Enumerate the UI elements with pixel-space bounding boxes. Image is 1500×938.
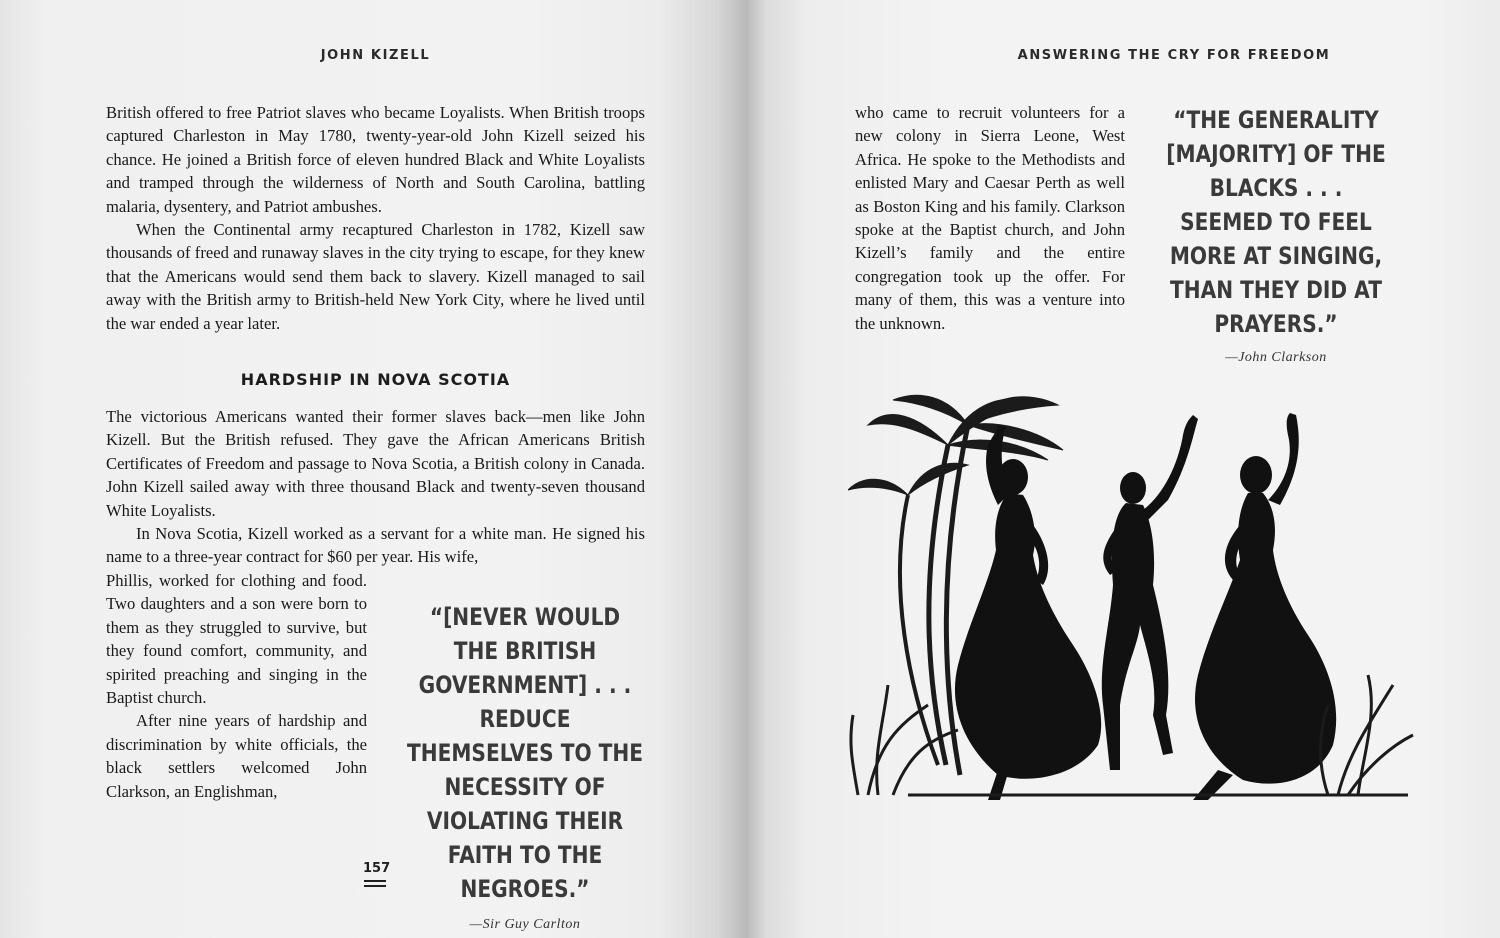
left-page	[0, 0, 748, 938]
paragraph-6: After nine years of hardship and discrimination by white officials, the black settlers welcomed John Clarkson, an Englishman,	[106, 711, 367, 801]
pull-quote-left	[384, 600, 666, 933]
dancer-right	[1193, 413, 1336, 800]
pull-quote-text: “[NEVER WOULD THE BRITISH GOVERNMENT] . . . REDUCE THEMSELVES TO THE NECESSITY OF VIOLATING THEIR FAITH TO THE NEGROES.”	[406, 603, 644, 903]
right-page	[748, 0, 1500, 938]
paragraph-3: The victorious Americans wanted their former slaves back—men like John Kizell. But the British refused. They gave the African Americans British Certificates of Freedom and passage to Nova Scotia, a British colony in Canada. John Kizell sailed away with three thousand Black and twenty-seven thousand White Loyalists.	[106, 407, 645, 520]
pull-quote-text-right: “THE GENERALITY [MAJORITY] OF THE BLACKS . . . SEEMED TO FEEL MORE AT SINGING, THAN THEY DID AT PRAYERS.”	[1166, 106, 1386, 338]
body-text-column	[106, 569, 367, 803]
body-text-right	[855, 101, 1125, 335]
running-head-left: JOHN KIZELL	[320, 48, 431, 63]
running-head-right: ANSWERING THE CRY FOR FREEDOM	[1017, 48, 1331, 63]
paragraph-5: Phillis, worked for clothing and food. Two daughters and a son were born to them as they struggled to survive, but they found comfort, community, and spirited preaching and singing in the Baptist church.	[106, 571, 367, 708]
pull-quote-attribution-right: —John Clarkson	[1225, 350, 1327, 365]
section-heading: HARDSHIP IN NOVA SCOTIA	[240, 370, 511, 389]
paragraph-4: In Nova Scotia, Kizell worked as a servant for a white man. He signed his name to a three-year contract for $60 per year. His wife,	[106, 524, 645, 567]
paragraph-1: British offered to free Patriot slaves who became Loyalists. When British troops captured Charleston in May 1780, twenty-year-old John Kizell seized his chance. He joined a British force of eleven hundred Black and White Loyalists and tramped through the wilderness of North and South Carolina, battling malaria, dysentery, and Patriot ambushes.	[106, 103, 645, 216]
pull-quote-right	[1144, 103, 1408, 366]
page-number-rule-1	[364, 880, 386, 882]
paragraph-7: who came to recruit volunteers for a new colony in Sierra Leone, West Africa. He spoke to the Methodists and enlisted Mary and Caesar Perth as well as Boston King and his family. Clarkson spoke at the Baptist church, and John Kizell’s family and the entire congregation took up the offer. For many of them, this was a venture into the unknown.	[855, 103, 1125, 333]
paragraph-2: When the Continental army recaptured Charleston in 1782, Kizell saw thousands of freed and runaway slaves in the city trying to escape, for they knew that the Americans would send them back to slavery. Kizell managed to sail away with the British army to British-held New York City, where he lived until the war ended a year later.	[106, 220, 645, 333]
dancer-left	[955, 425, 1101, 800]
page-number: 157	[363, 861, 391, 876]
body-text-section	[106, 405, 645, 569]
pull-quote-attribution: —Sir Guy Carlton	[469, 917, 581, 932]
dancers-illustration	[848, 385, 1428, 810]
dancer-middle	[1102, 415, 1198, 770]
page-number-rule-2	[364, 885, 386, 887]
body-text-top	[106, 101, 645, 335]
